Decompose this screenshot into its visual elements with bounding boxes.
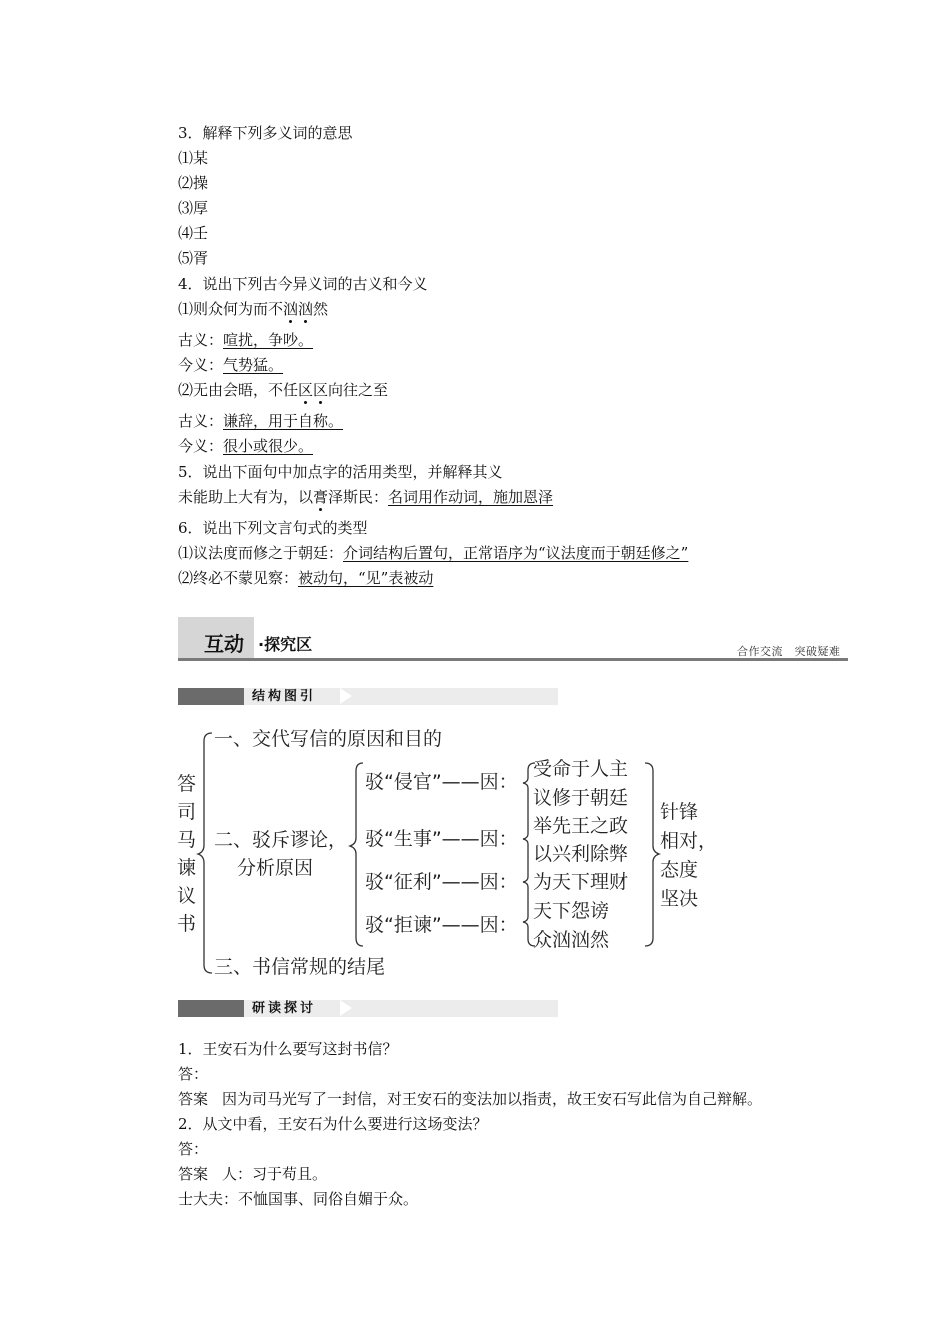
diagram-row-label: 驳“征利”——因： <box>365 871 518 893</box>
diagram-conclusion <box>660 798 730 914</box>
q5-title: 5．说出下面句中加点字的活用类型，并解释其义 <box>178 463 503 481</box>
diagram-reason: 天下怨谤 <box>533 900 610 922</box>
conclusion-line: 坚决 <box>660 888 699 910</box>
diagram-reason: 众汹汹然 <box>533 929 610 951</box>
answer: 被动句，“见”表被动 <box>298 569 434 587</box>
label: ⑴议法度而修之于朝廷： <box>178 544 344 562</box>
root-char: 谏 <box>177 857 197 879</box>
root-char: 议 <box>177 885 197 907</box>
banner-subtitle: 合作交流 突破疑难 <box>737 645 841 658</box>
root-char: 马 <box>177 829 197 851</box>
diagram-row-label: 驳“生事”——因： <box>365 828 518 850</box>
banner-title: 互动 <box>204 632 244 656</box>
answer: 喧扰，争吵。 <box>223 331 314 349</box>
q3-title: 3．解释下列多义词的意思 <box>178 124 353 142</box>
answer: 介词结构后置句，正常语序为“议法度而于朝廷修之” <box>343 544 689 562</box>
q3-item-1: ⑴某 <box>178 149 209 167</box>
section-label: 结构图引 <box>252 689 317 704</box>
conclusion-line: 态度 <box>660 859 699 881</box>
section-bar-study <box>178 1000 558 1017</box>
diagram-reason: 为天下理财 <box>533 871 629 893</box>
q5-pre: 未能助上大有为，以 <box>178 488 314 506</box>
qa-question-1: 1．王安石为什么要写这封书信？ <box>178 1040 398 1058</box>
diagram-reason: 议修于朝廷 <box>533 787 629 809</box>
q3-item-3: ⑶厚 <box>178 199 209 217</box>
qa-answer-1 <box>178 1089 762 1109</box>
q4-s2-post: 向往之至 <box>328 381 389 399</box>
diagram-part-3: 三、书信常规的结尾 <box>214 956 386 978</box>
diagram-row-label: 驳“拒谏”——因： <box>365 914 518 936</box>
diagram-part-2b: 分析原因 <box>237 857 314 879</box>
q3-item-2: ⑵操 <box>178 174 209 192</box>
answer: 很小或很少。 <box>223 437 314 455</box>
q6-title: 6．说出下列文言句式的类型 <box>178 519 368 537</box>
dotted-char: 汹 <box>283 300 299 318</box>
answer: 名词用作动词，施加恩泽 <box>388 488 554 506</box>
label: 今义： <box>178 437 224 455</box>
diagram-root <box>177 770 199 938</box>
root-char: 答 <box>177 773 197 795</box>
qa-answer-2 <box>178 1164 327 1184</box>
q3-item-5: ⑸胥 <box>178 249 209 267</box>
section-label: 研读探讨 <box>252 1001 317 1016</box>
root-char: 书 <box>177 913 197 935</box>
diagram-part-2a: 二、驳斥谬论， <box>214 829 348 851</box>
diagram-row-label: 驳“侵官”——因： <box>365 771 518 793</box>
diagram-reason: 受命于人主 <box>533 758 629 780</box>
dotted-char: 汹 <box>298 300 314 318</box>
qa-answer-prompt-2: 答： <box>178 1140 209 1158</box>
label: 今义： <box>178 356 224 374</box>
root-char: 司 <box>177 801 197 823</box>
answer-text: 因为司马光写了一封信，对王安石的变法加以指责，故王安石写此信为自己辩解。 <box>222 1090 763 1108</box>
q5-post: 泽斯民： <box>328 488 389 506</box>
label: ⑵终必不蒙见察： <box>178 569 299 587</box>
dotted-char: 区 <box>313 381 329 399</box>
q4-title: 4．说出下列古今异义词的古义和今义 <box>178 275 428 293</box>
diagram-part-1: 一、交代写信的原因和目的 <box>214 728 443 750</box>
q3-item-4: ⑷壬 <box>178 224 209 242</box>
q4-s2-pre: ⑵无由会晤，不任 <box>178 381 299 399</box>
conclusion-line: 针锋 <box>660 801 699 823</box>
arrow-icon <box>340 1000 352 1016</box>
diagram-reason: 举先王之政 <box>533 815 629 837</box>
q4-s1-post: 然 <box>313 300 329 318</box>
answer-label: 答案 <box>178 1090 209 1108</box>
banner-title-suffix: ·探究区 <box>258 635 313 654</box>
answer: 谦辞，用于自称。 <box>223 412 344 430</box>
q4-s1-pre: ⑴则众何为而不 <box>178 300 284 318</box>
answer-text: 人：习于苟且。 <box>222 1165 328 1183</box>
conclusion-line: 相对， <box>660 830 718 852</box>
bar-accent <box>178 1000 244 1017</box>
qa-answer-2-line-2: 士大夫：不恤国事、同俗自媚于众。 <box>178 1190 419 1208</box>
label: 古义： <box>178 412 224 430</box>
answer-label: 答案 <box>178 1165 209 1183</box>
dotted-char: 区 <box>298 381 314 399</box>
diagram-reason: 以兴利除弊 <box>533 843 629 865</box>
qa-question-2: 2．从文中看，王安石为什么要进行这场变法？ <box>178 1115 488 1133</box>
answer: 气势猛。 <box>223 356 284 374</box>
qa-answer-prompt-1: 答： <box>178 1065 209 1083</box>
dotted-char: 膏 <box>313 488 329 506</box>
label: 古义： <box>178 331 224 349</box>
